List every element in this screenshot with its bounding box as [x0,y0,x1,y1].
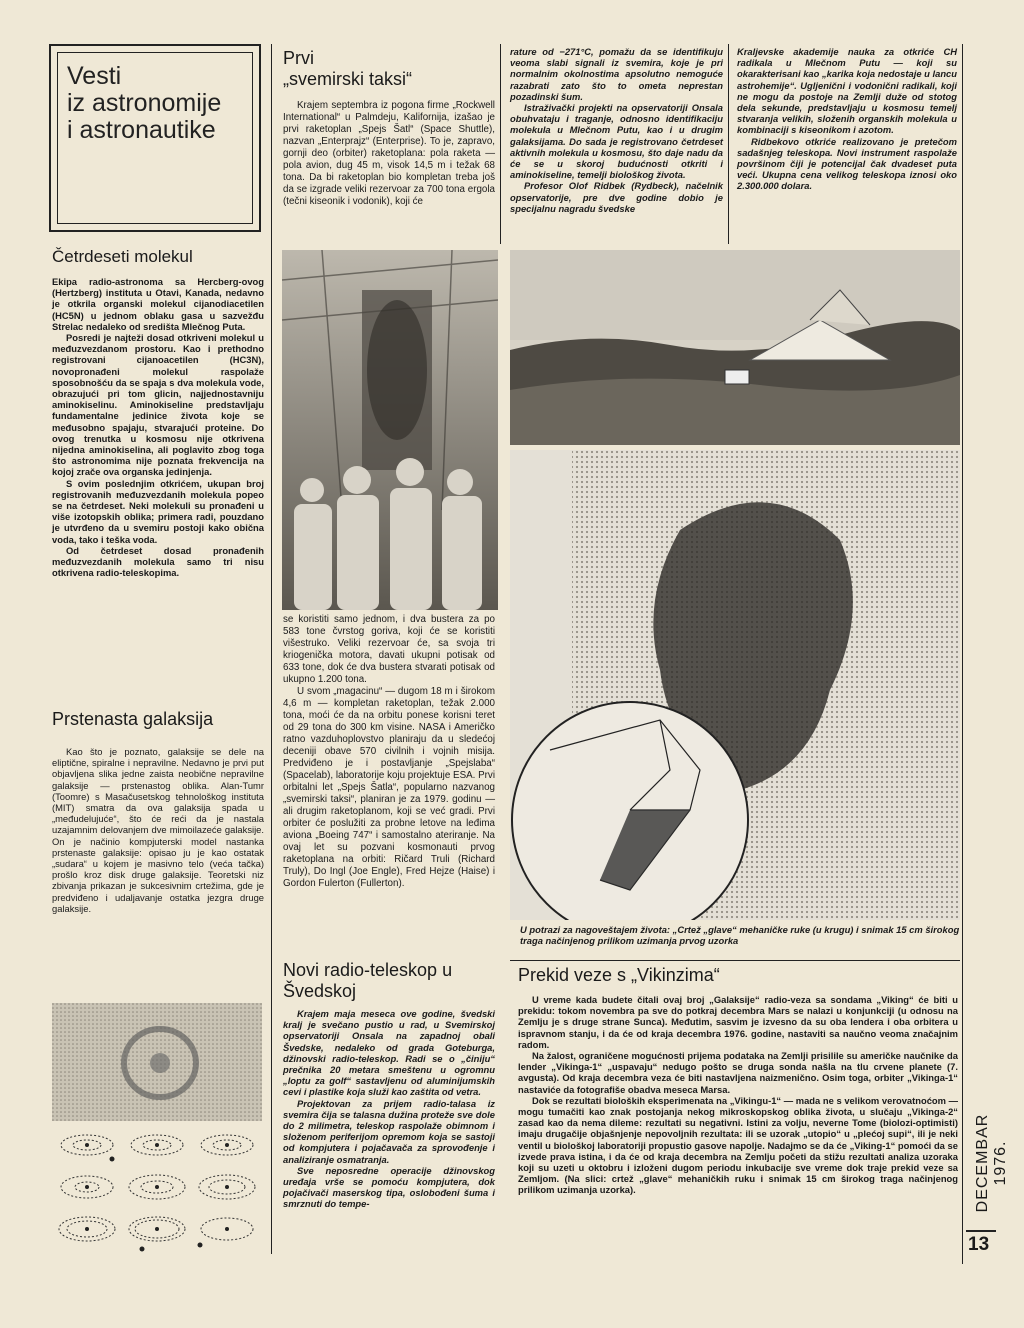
header-box [49,44,261,232]
radio-telescope-photo [510,250,960,445]
ring-galaxy-photo [52,1003,262,1121]
teleskop-article [283,1008,495,1210]
mars-sample-trench-photo [510,450,960,920]
taksi-article-bottom [283,614,495,890]
taksi-title: Prvi „svemirski taksi“ [283,48,412,89]
molekul-para: Od četrdeset dosad pronađenih međuzvezdanih molekula samo tri nisu otkrivena radio-teleskopima. [52,544,264,579]
molekul-para: S ovim poslednjim otkrićem, ukupan broj registrovanih međuzvezdanih molekula popeo se na četrdeset. Neki molekuli su pronađeni u više izotopskih oblika; primera radi, pouzdano je utvrđeno da u svemiru postoji kako obična voda, tako i teška voda. [52,477,264,545]
taksi-para: se koristiti samo jednom, i dva bustera za po 583 tone čvrstog goriva, koji će se koristiti višestruko. Veliki rezervoar će, sa svoja tri kriogenička motora, davati ukupni potisak od 633 tone, dok će dva bustera stvarati potisak od ukupno 1.200 tona. [283,614,495,685]
viking-title: Prekid veze s „Vikinzima“ [518,965,720,985]
teleskop-continuation [510,46,723,214]
teleskop-para: Sve neposredne operacije džinovskog uređaja vrše se pomoću kompjutera, dok pojačivači maserskog tipa, oslobođeni šuma i smrznuti do tempe- [283,1164,495,1210]
galaxy-collision-diagrams [52,1125,262,1255]
galaksija-article [52,746,264,914]
molekul-title: Četrdeseti molekul [52,247,193,266]
taksi-para: U svom „magacinu“ — dugom 18 m i širokom 4,6 m — kompletan raketoplan, težak 2.000 tona, moći će da na orbitu ponese korisni teret od 29 tona do 300 km visine. NASA i Američko ratno vazduhoplovstvo planiraju da u sledećoj deceniji obave 570 civilnih i vojnih misija. Predviđeno je i postavljanje „Spejslaba“ (Spacelab), laboratorije koju projektuje ESA. Prvi orbitalni let „Spejs Šatla“, popularno nazvanog „svemirski taksi“, planiran je za 1979. godinu — ali drugim raketoplanom, koji se već gradi. Prvi orbiter će poslužiti za probne letove na leđima aviona „Boeing 747“ i samostalno ateriranje. Na ovaj let su pozvani kosmonauti prvog raketoplana na orbiti: Ričard Truli (Richard Truly), Do Ingl (Joe Engle), Fred Hejze (Haise) i Gordon Fulerton (Fullerton). [283,686,495,889]
issue-date: DECEMBAR 1976. [974,1113,1009,1213]
viking-photo-caption: U potrazi za nagoveštajem života: „Crtež „glave“ mehaničke ruke (u krugu) i snimak 15 cm širokog traga načinjenog prilikom uzimanja prvog uzorka [520,924,960,946]
teleskop-title: Novi radio-teleskop u Švedskoj [283,960,453,1001]
molekul-para: Posredi je najteži dosad otkriveni molekul u međuzvezdanom prostoru. Kao i prethodno registrovani cijanoacetilen (HC3N), novopronađeni molekul raspolaže sposobnošću da se spaja s dva molekula vode, obrazujući pri tom glicin, najjednostavniju aminokiselinu. Aminokiseline predstavljaju fundamentalne jedinice života koje se međusobno spajaju, stvarajući proteine. Do ovog trenutka u kosmosu nije otkrivena nijedna aminokiselina, ali poglavito zbog toga što astronomima nije poznata frekvencija na kojoj zrače ova organska jedinjenja. [52,332,264,478]
viking-para: U vreme kada budete čitali ovaj broj „Galaksije“ radio-veza sa sondama „Viking“ će biti u prekidu: tokom novembra pa sve do potkraj decembra Mars se nalazi u konjunkciji (u odnosu na Zemlju je s druge strane Sunca). Međutim, sasvim je izvesno da su oba lendera i oba orbitera u ispravnom stanju, i da će od kraja decembra 1976. godine, nastaviti sa naučno veoma značajnim radom. [518,994,958,1050]
taksi-article-top [283,100,495,208]
teleskop-para: Profesor Olof Ridbek (Rydbeck), načelnik opservatorije, pre dve godine dobio je specijalnu nagradu švedske [510,180,723,214]
galaksija-title: Prstenasta galaksija [52,709,214,729]
taksi-para: Krajem septembra iz pogona firme „Rockwell International“ u Palmdeju, Kalifornija, izašao je prvi raketoplan „Spejs Šatl“ (Space Shuttle), nazvan „Enterprajz“ (Enterprise). To je, zapravo, gornji deo (orbiter) raketoplana: pola raketa — pola avion, dug 45 m, visok 14,5 m i težak 68 tona. Da bi raketoplan bio kompletan treba još da se izgrade veliki rezervoar za 700 tona ergola (tečni kiseonik i vodonik), koji će [283,100,495,207]
galaksija-para: Kao što je poznato, galaksije se dele na eliptične, spiralne i nepravilne. Nedavno je prvi put objavljena slika jedne zaista neobične nepravilne galaksije — prstenastog oblika. Alan-Tumr (Toomre) s Masačusetskog tehnološkog instituta (MIT) smatra da ova galaksija spada u „međudelujuće“, što će reći da je nastala uzajamnim delovanjem dve mimoilazeće galaksije. On je načinio kompjuterski model nastanka prstenaste galaksije: opisao ju je kao ostatak „sudara“ u kojem je masivno telo (veća tačka) prošlo kroz disk druge galaksije. Teoretski niz zbivanja prikazan je sukcesivnim crtežima, gde je predviđeno i udaljavanje ostatka jezgra druge galaksije. [52,746,264,914]
shuttle-crew-photo [282,250,498,610]
teleskop-para: Krajem maja meseca ove godine, švedski kralj je svečano pustio u rad, u Svemirskoj opservatoriji Onsala na zapadnoj obali Švedske, nedaleko od grada Goteburga, džinovski radio-teleskop. Radi se o „činiju“ prečnika 20 metara smeštenu u ogromnu „loptu za golf“ sastavljenu od aluminijumskih cevi i plastike koja služi kao zaštita od vetra. [283,1008,495,1098]
teleskop-para: Istraživački projekti na opservatoriji Onsala obuhvataju i traganje, odnosno identifikaciju molekula u Mlečnom Putu, kao i u drugim galaksijama. Do sada je registrovano četrdeset aktivnih molekula u kosmosu, što daje nadu da će se u skoroj budućnosti otkriti i aminokiseline, temelji biološkog života. [510,102,723,181]
viking-article [518,994,958,1196]
molekul-para: Ekipa radio-astronoma sa Hercberg-ovog (Hertzberg) instituta u Otavi, Kanada, nedavno je otkrila organski molekul cijanodiacetilen (HC5N) u jednom oblaku gasa u sazvežđu Strelac nedaleko od središta Mlečnog Puta. [52,276,264,332]
teleskop-para: rature od −271°C, pomažu da se identifikuju veoma slabi signali iz svemira, koje je pri normalnim okolnostima apsolutno nemoguće razabrati zato što to ometa neprestan pozadinski šum. [510,46,723,102]
molekul-article [52,276,264,578]
viking-para: Na žalost, ograničene mogućnosti prijema podataka na Zemlji prisilile su američke naučnike da lender „Vikinga-1“ „uspavaju“ nedugo pošto se druga sonda našla na tlu crvene planete (7. avgusta). Od kraja decembra veza će biti nastavljena naizmenično. Osim toga, orbiter „Vikinga-1“ nastaviće da fotografiše obadva meseca Marsa. [518,1050,958,1095]
teleskop-para: Kraljevske akademije nauka za otkriće CH radikala u Mlečnom Putu — koji su okarakterisani kao „karika koja nedostaje u lancu astrohemije“. Ugljenični i vodonični radikali, koji ne mogu da postoje na Zemlji duže od stotog dela sekunde, predstavljaju u kosmosu temelj stvaranja velikih, složenih organskih molekula u kombinaciji s kiseonikom i azotom. [737,46,957,136]
page-number: 13 [968,1234,990,1255]
header-title: Vesti iz astronomije i astronautike [67,62,222,144]
teleskop-para: Ridbekovo otkriće realizovano je pretečom sadašnjeg teleskopa. Novi instrument raspolaže površinom čiji je potencijal čak dvadeset puta veći. Ukupna cena velikog teleskopa iznosi oko 2.300.000 dolara. [737,135,957,192]
teleskop-continuation-2 [737,46,957,192]
teleskop-para: Projektovan za prijem radio-talasa iz svemira čija se talasna dužina proteže sve dole do 2 milimetra, teleskop raspolaže obimnom i složenom periferijom opremom koja se sastoji od kompjutera i pojačavača za sprovođenje i analiziranje osmatranja. [283,1097,495,1165]
viking-para: Dok se rezultati bioloških eksperimenata na „Vikingu-1“ — mada ne s velikom verovatnoćom — mogu tumačiti kao znak postojanja nekog mikroskopskog oblika života, u slučaju „Vikinga-2“ zasad kao da nema dileme: rezultati su negativni. Istini za volju, neverne Tome (biolozi-optimisti) imaju drugačije objašnjenje nepovoljnih rezultata: ili se uzorak „utopio“ u „plećoj supi“, ili je neki ventil u biološkoj laboratoriji propustio gasove napolje. Nadajmo se da će „Viking-1“ pomoći da se izvede prava istina, i da će od kraja decembra na Zemlju početi da stižu rezultati analiza uzoraka koji su uzeti u oktobru i izloženi dugom periodu inkubacije sve vreme dok traje prekid veze sa Zemljom. (Na slici: crtež „glave“ mehaničkih ruku i snimak 15 cm širokog traga načinjenog prilikom uzimanja uzorka). [518,1094,958,1196]
